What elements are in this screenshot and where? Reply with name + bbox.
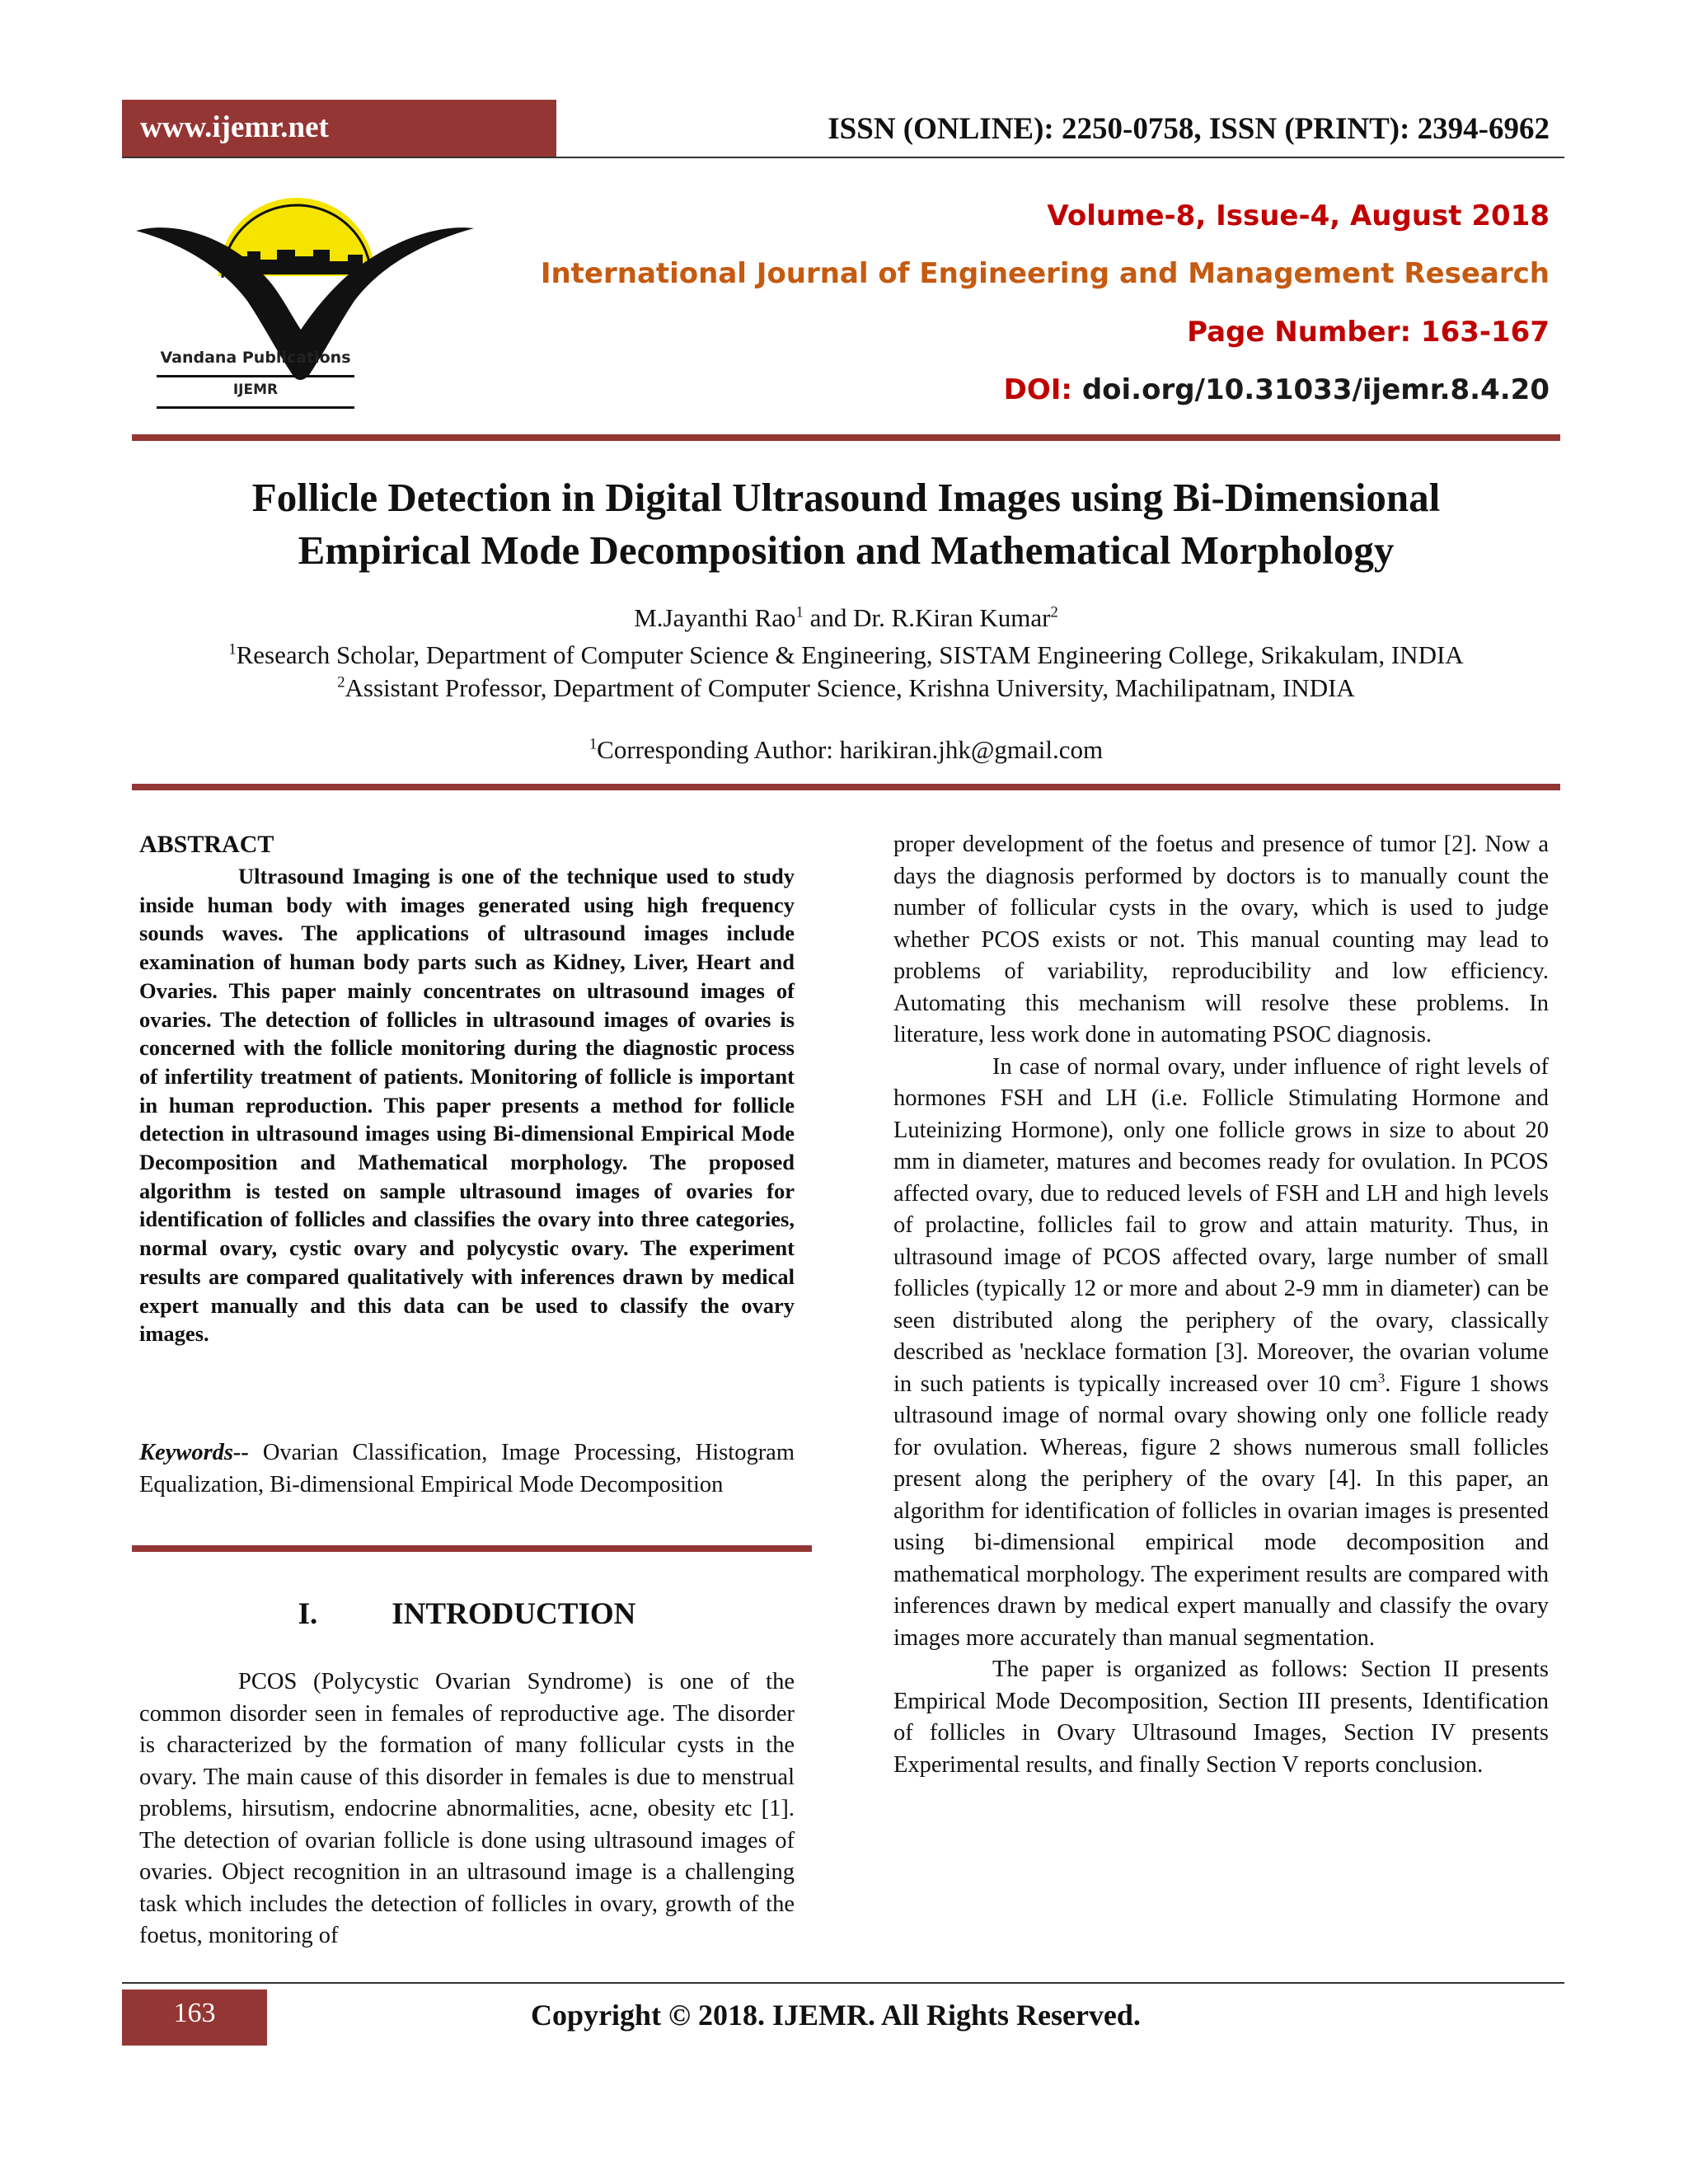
affil-1-sup: 1 bbox=[228, 640, 237, 658]
corr-sup: 1 bbox=[588, 735, 598, 753]
corresponding-author bbox=[132, 733, 1560, 766]
issn-line: ISSN (ONLINE): 2250-0758, ISSN (PRINT): 2394-6962 bbox=[828, 112, 1550, 146]
right-paragraph-2a: In case of normal ovary, under influence of right levels of hormones FSH and LH (i.e. Follicle Stimulating Hormone and Luteinizing Hormone), only one follicle grows in size to about 20 mm in diameter, matures and becomes ready for ovulation. In PCOS affected ovary, due to reduced levels of FSH and LH and high levels of prolactine, follicles fail to grow and attain maturity. Thus, in ultrasound image of PCOS affected ovary, large number of small follicles (typically 12 or more and about 2-9 mm in diameter) can be seen distributed along the periphery of the ovary, classically described as 'necklace formation [3]. Moreover, the ovarian volume in such patients is typically increased over 10 cm bbox=[893, 1053, 1549, 1397]
doi-label: DOI: bbox=[1003, 373, 1072, 406]
volume-issue: Volume-8, Issue-4, August 2018 bbox=[1047, 199, 1550, 232]
title-bottom-rule bbox=[132, 784, 1560, 790]
right-paragraph-1: proper development of the foetus and presence of tumor [2]. Now a days the diagnosis performed by doctors is to manually count the number of follicular cysts in the ovary, which is used to judge whether PCOS exists or not. This manual counting may lead to problems of variability, reproducibility and low efficiency. Automating this mechanism will resolve these problems. In literature, less work done in automating PSOC diagnosis. bbox=[893, 832, 1549, 1047]
intro-title: INTRODUCTION bbox=[392, 1597, 636, 1631]
right-column bbox=[893, 829, 1549, 1781]
abstract-body bbox=[139, 862, 795, 1348]
author-1-sup: 1 bbox=[795, 603, 804, 621]
page-range: Page Number: 163-167 bbox=[1187, 316, 1550, 349]
title-top-rule bbox=[132, 434, 1560, 441]
abstract-heading: ABSTRACT bbox=[139, 831, 274, 858]
author-1: M.Jayanthi Rao bbox=[634, 603, 796, 632]
publisher-logo bbox=[132, 185, 478, 420]
footer-divider bbox=[122, 1982, 1564, 1984]
logo-abbr: IJEMR bbox=[232, 382, 279, 398]
intro-number: I. bbox=[298, 1597, 318, 1631]
journal-url[interactable]: www.ijemr.net bbox=[140, 110, 329, 144]
keywords bbox=[139, 1437, 795, 1501]
title-line-2: Empirical Mode Decomposition and Mathematical Morphology bbox=[298, 527, 1395, 573]
affiliation-2 bbox=[132, 672, 1560, 705]
corr-text: Corresponding Author: harikiran.jhk@gmail.com bbox=[597, 735, 1104, 764]
keywords-text: Ovarian Classification, Image Processing, Histogram Equalization, Bi-dimensional Empirical Mode Decomposition bbox=[139, 1440, 795, 1497]
affil-2-text: Assistant Professor, Department of Computer Science, Krishna University, Machilipatnam, INDIA bbox=[345, 673, 1355, 702]
affil-2-sup: 2 bbox=[337, 673, 345, 691]
section-rule bbox=[132, 1545, 812, 1552]
paper-title bbox=[132, 471, 1560, 577]
intro-paragraph-1: PCOS (Polycystic Ovarian Syndrome) is one of the common disorder seen in females of reproductive age. The disorder is characterized by the formation of many follicular cysts in the ovary. The main cause of this disorder in females is due to menstrual problems, hirsutism, endocrine abnormalities, acne, obesity etc [1]. The detection of ovarian follicle is done using ultrasound images of ovaries. Object recognition in an ultrasound image is a challenging task which includes the detection of follicles in ovary, growth of the foetus, monitoring of bbox=[139, 1669, 795, 1948]
page-number: 163 bbox=[173, 1998, 216, 2028]
cm3-sup: 3 bbox=[1377, 1370, 1386, 1385]
right-paragraph-3: The paper is organized as follows: Section II presents Empirical Mode Decomposition, Section III presents, Identification of follicles in Ovary Ultrasound Images, Section IV presents Experimental results, and finally Section V reports conclusion. bbox=[893, 1657, 1549, 1778]
publisher-name: Vandana Publications bbox=[160, 349, 351, 367]
copyright: Copyright © 2018. IJEMR. All Rights Reserved. bbox=[531, 1999, 1141, 2032]
logo-divider-top bbox=[157, 375, 354, 377]
header-divider bbox=[122, 157, 1564, 158]
abstract-text: Ultrasound Imaging is one of the technique used to study inside human body with images generated using high frequency sounds waves. The applications of ultrasound images include examination of human body parts such as Kidney, Liver, Heart and Ovaries. This paper mainly concentrates on ultrasound images of ovaries. The detection of follicles in ultrasound images of ovaries is concerned with the follicle monitoring during the diagnostic process of infertility treatment of patients. Monitoring of follicle is important in human reproduction. This paper presents a method for follicle detection in ultrasound images using Bi-dimensional Empirical Mode Decomposition and Mathematical morphology. The proposed algorithm is tested on sample ultrasound images of ovaries for identification of follicles and classifies the ovary into three categories, normal ovary, cystic ovary and polycystic ovary. The experiment results are compared qualitatively with inferences drawn by medical expert manually and this data can be used to classify the ovary images. bbox=[139, 864, 795, 1347]
right-paragraph-2 bbox=[893, 1052, 1549, 1655]
journal-name: International Journal of Engineering and Management Research bbox=[540, 257, 1550, 290]
intro-heading bbox=[139, 1596, 795, 1632]
author-2-sup: 2 bbox=[1050, 603, 1058, 621]
right-paragraph-2b: . Figure 1 shows ultrasound image of normal ovary showing only one follicle ready for ovulation. Whereas, figure 2 shows numerous small follicles present along the periphery of the ovary [4]. In this paper, an algorithm for identification of follicles in ovarian images is presented using bi-dimensional empirical mode decomposition and mathematical morphology. The experiment results are compared with inferences drawn by medical expert manually and classify the ovary images more accurately than manual segmentation. bbox=[893, 1371, 1549, 1651]
authors bbox=[132, 602, 1560, 635]
intro-body bbox=[139, 1666, 795, 1952]
title-line-1: Follicle Detection in Digital Ultrasound Images using Bi-Dimensional bbox=[251, 475, 1441, 520]
affil-1-text: Research Scholar, Department of Computer Science & Engineering, SISTAM Engineering College, Srikakulam, INDIA bbox=[236, 640, 1464, 669]
affiliation-1 bbox=[132, 639, 1560, 672]
keywords-label: Keywords-- bbox=[139, 1440, 249, 1465]
logo-divider-bottom bbox=[157, 406, 354, 409]
author-2: and Dr. R.Kiran Kumar bbox=[803, 603, 1051, 632]
doi[interactable] bbox=[1004, 373, 1550, 406]
doi-value[interactable]: doi.org/10.31033/ijemr.8.4.20 bbox=[1081, 373, 1550, 406]
